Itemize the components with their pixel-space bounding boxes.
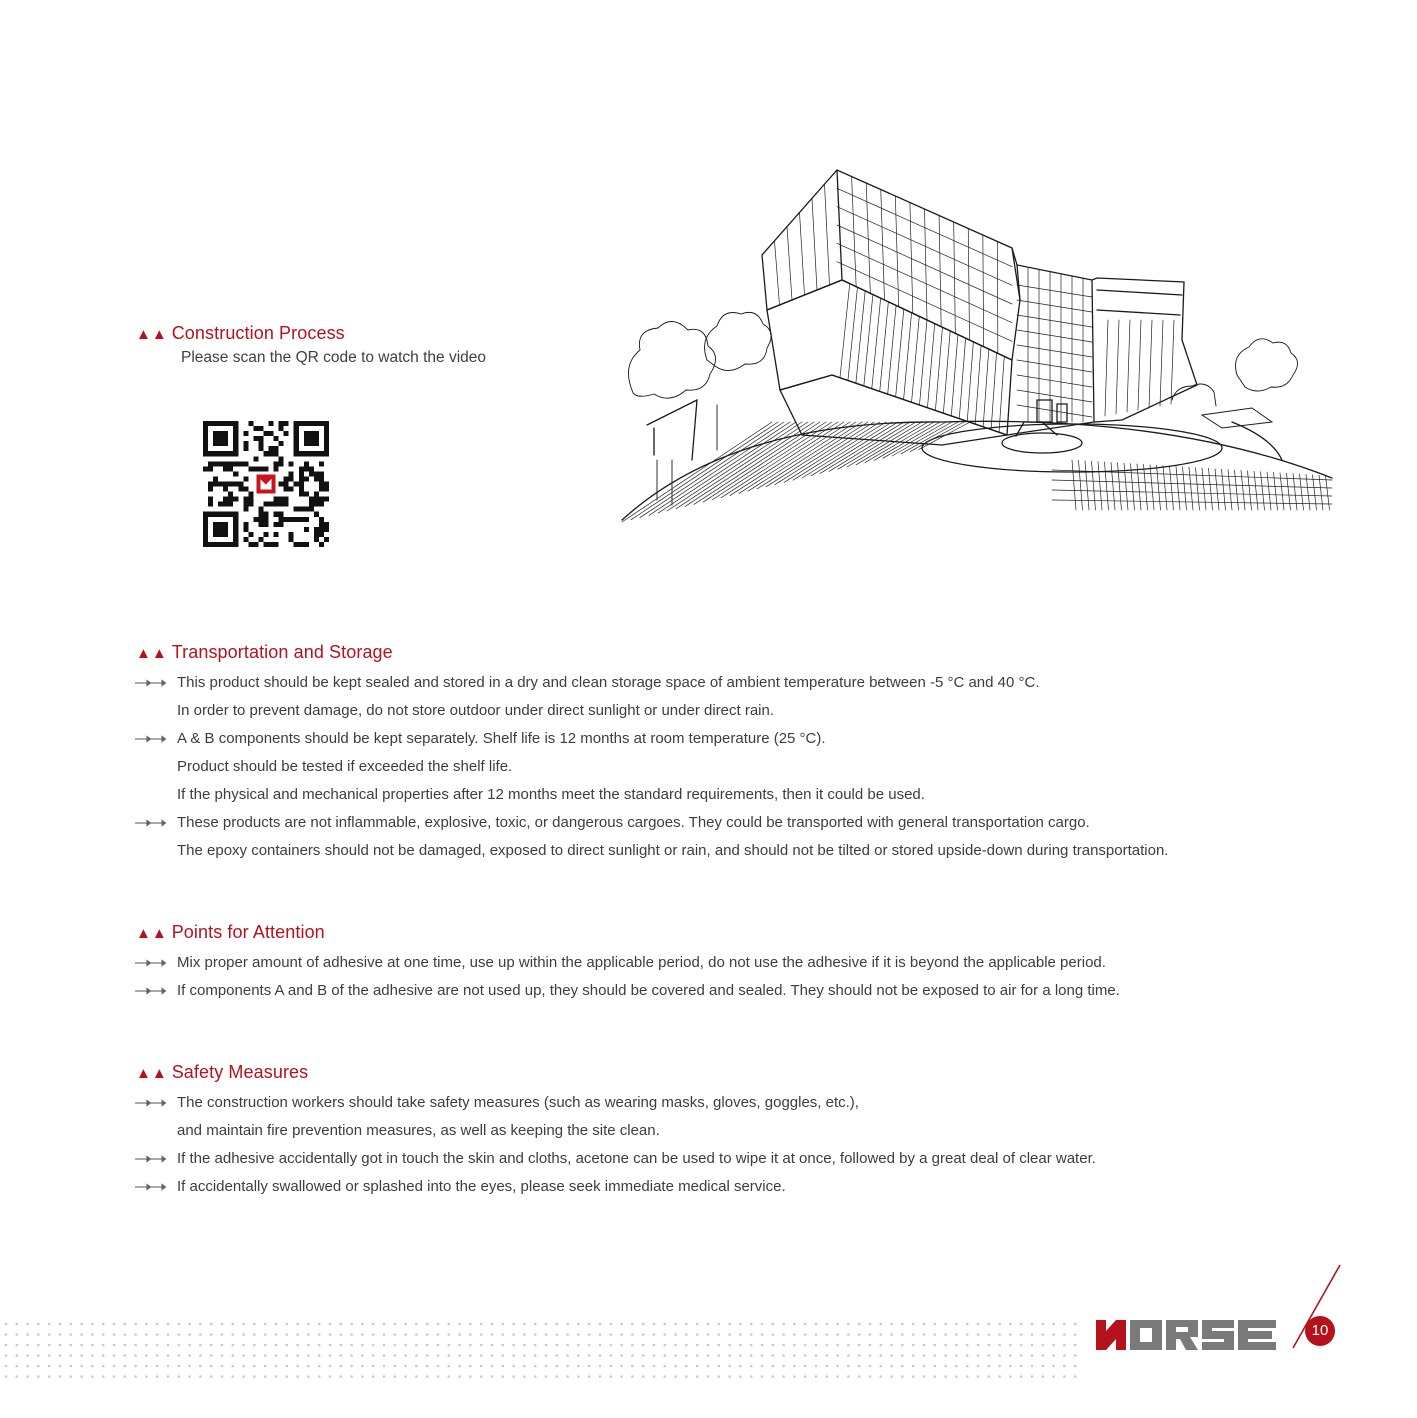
double-arrow-icon <box>133 1145 169 1173</box>
double-arrow-icon <box>133 809 169 837</box>
item-line <box>133 809 1333 837</box>
safety-item <box>133 1089 1333 1145</box>
double-arrow-icon <box>133 977 169 1005</box>
item-text: If accidentally swallowed or splashed into the eyes, please seek immediate medical service. <box>177 1178 786 1195</box>
item-line <box>133 1173 1333 1201</box>
building-sketch-image <box>612 160 1336 570</box>
double-triangle-icon: ▲▲ <box>136 1065 168 1082</box>
transport-item <box>133 809 1333 865</box>
safety-item <box>133 1173 1333 1201</box>
transport-title <box>136 642 393 663</box>
transport-title-text: Transportation and Storage <box>171 642 393 662</box>
double-triangle-icon: ▲▲ <box>136 326 168 343</box>
item-line: The epoxy containers should not be damaged, exposed to direct sunlight or rain, and should not be tilted or stored upside-down during transportation. <box>177 842 1169 859</box>
double-triangle-icon: ▲▲ <box>136 925 168 942</box>
item-text: This product should be kept sealed and stored in a dry and clean storage space of ambient temperature between -5 °C and 40 °C. <box>177 674 1040 691</box>
horse-logo <box>1094 1318 1282 1352</box>
construction-subtitle: Please scan the QR code to watch the video <box>181 349 487 366</box>
construction-title <box>136 323 345 344</box>
item-line <box>133 669 1333 697</box>
double-triangle-icon: ▲▲ <box>136 645 168 662</box>
qr-code-icon[interactable] <box>203 421 329 547</box>
item-line <box>133 725 1333 753</box>
double-arrow-icon <box>133 1173 169 1201</box>
item-line: Product should be tested if exceeded the shelf life. <box>177 758 513 775</box>
item-line: and maintain fire prevention measures, as well as keeping the site clean. <box>177 1122 660 1139</box>
item-line <box>133 1089 1333 1117</box>
safety-item <box>133 1145 1333 1173</box>
item-line <box>133 949 1333 977</box>
page-number: 10 <box>1305 1316 1335 1346</box>
item-text: If components A and B of the adhesive are not used up, they should be covered and sealed. They should not be exposed to air for a long time. <box>177 982 1120 999</box>
transport-item <box>133 669 1333 725</box>
dot-pattern <box>0 1318 1090 1382</box>
attention-title <box>136 922 325 943</box>
item-text: A & B components should be kept separately. Shelf life is 12 months at room temperature (25 °C). <box>177 730 826 747</box>
item-line: In order to prevent damage, do not store outdoor under direct sunlight or under direct rain. <box>177 702 775 719</box>
attention-item <box>133 949 1333 977</box>
double-arrow-icon <box>133 949 169 977</box>
item-line: If the physical and mechanical properties after 12 months meet the standard requirements, then it could be used. <box>177 786 925 803</box>
double-arrow-icon <box>133 669 169 697</box>
safety-title <box>136 1062 308 1083</box>
item-text: These products are not inflammable, explosive, toxic, or dangerous cargoes. They could be transported with general transportation cargo. <box>177 814 1090 831</box>
construction-title-text: Construction Process <box>171 323 345 343</box>
attention-item <box>133 977 1333 1005</box>
double-arrow-icon <box>133 1089 169 1117</box>
transport-item <box>133 725 1333 809</box>
item-line <box>133 1145 1333 1173</box>
safety-title-text: Safety Measures <box>171 1062 309 1082</box>
double-arrow-icon <box>133 725 169 753</box>
attention-title-text: Points for Attention <box>171 922 325 942</box>
item-text: If the adhesive accidentally got in touch the skin and cloths, acetone can be used to wipe it at once, followed by a great deal of clear water. <box>177 1150 1096 1167</box>
item-text: Mix proper amount of adhesive at one time, use up within the applicable period, do not use the adhesive if it is beyond the applicable period. <box>177 954 1106 971</box>
item-text: The construction workers should take safety measures (such as wearing masks, gloves, goggles, etc.), <box>177 1094 859 1111</box>
item-line <box>133 977 1333 1005</box>
